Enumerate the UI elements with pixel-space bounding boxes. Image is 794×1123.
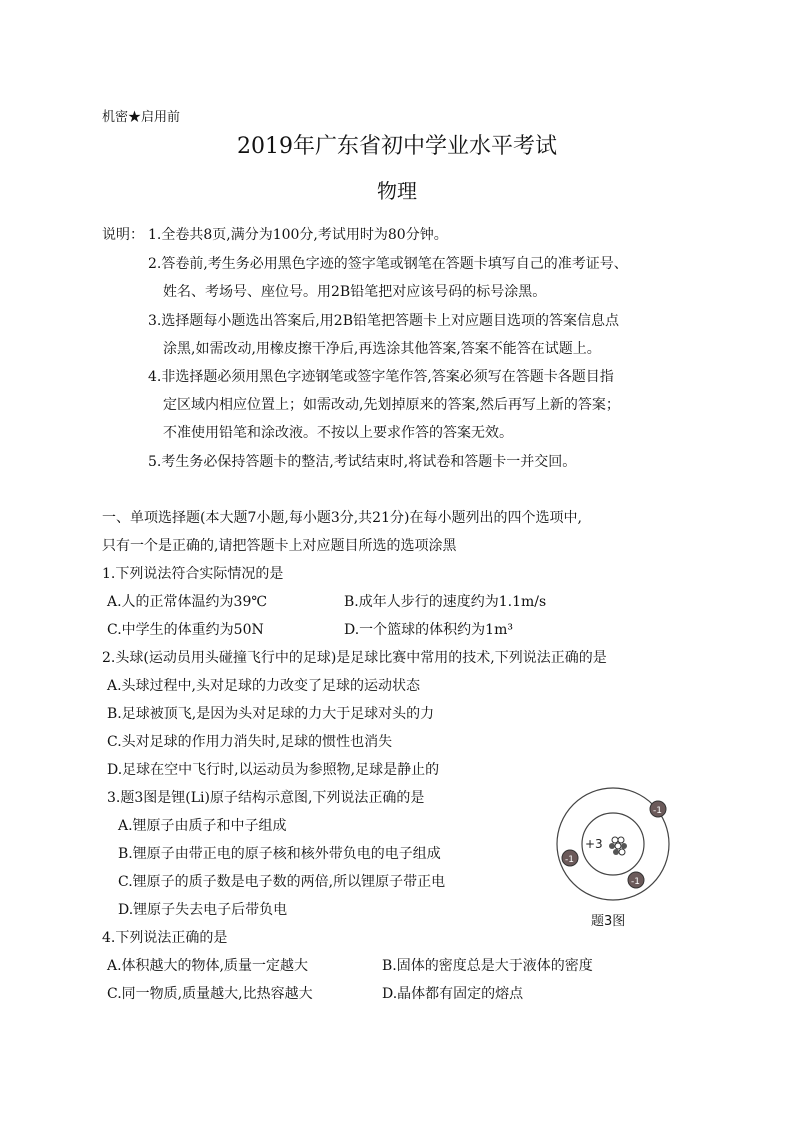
page-title: 2019年广东省初中学业水平考试 bbox=[237, 134, 557, 159]
option-b: B.成年人步行的速度约为1.1m/s bbox=[344, 594, 547, 610]
option-a: A.头球过程中,头对足球的力改变了足球的运动状态 bbox=[107, 678, 421, 694]
section-heading-cont: 只有一个是正确的,请把答题卡上对应题目所选的选项涂黑 bbox=[102, 538, 457, 554]
electron-charge-label: -1 bbox=[653, 806, 662, 816]
electron-bottom-right bbox=[628, 872, 644, 888]
option-d: D.晶体都有固定的熔点 bbox=[382, 986, 524, 1002]
instruction-line: 2.答卷前,考生务必用黑色字迹的签字笔或钢笔在答题卡填写自己的准考证号、 bbox=[148, 256, 628, 272]
nucleus bbox=[609, 837, 627, 855]
instruction-line: 4.非选择题必须用黑色字迹钢笔或签字笔作答,答案必须写在答题卡各题目指 bbox=[148, 369, 614, 385]
subject-title: 物理 bbox=[377, 179, 417, 203]
option-a: A.体积越大的物体,质量一定越大 bbox=[107, 958, 309, 974]
section-heading: 一、单项选择题(本大题7小题,每小题3分,共21分)在每小题列出的四个选项中, bbox=[102, 510, 582, 526]
instruction-line: 5.考生务必保持答题卡的整洁,考试结束时,将试卷和答题卡一并交回。 bbox=[148, 454, 577, 470]
option-b: B.锂原子由带正电的原子核和核外带负电的电子组成 bbox=[118, 846, 441, 862]
option-a: A.人的正常体温约为39℃ bbox=[107, 594, 268, 610]
option-c: C.头对足球的作用力消失时,足球的惯性也消失 bbox=[107, 734, 393, 750]
electron-left bbox=[562, 850, 578, 866]
option-c: C.锂原子的质子数是电子数的两倍,所以锂原子带正电 bbox=[118, 874, 446, 890]
option-c: C.同一物质,质量越大,比热容越大 bbox=[107, 986, 313, 1002]
instruction-line: 姓名、考场号、座位号。用2B铅笔把对应该号码的标号涂黑。 bbox=[163, 284, 547, 300]
electron-charge-label: -1 bbox=[565, 855, 574, 865]
figure-caption: 题3图 bbox=[591, 914, 626, 929]
option-a: A.锂原子由质子和中子组成 bbox=[118, 818, 287, 834]
instruction-line: 1.全卷共8页,满分为100分,考试用时为80分钟。 bbox=[148, 227, 448, 243]
option-d: D.锂原子失去电子后带负电 bbox=[118, 902, 288, 918]
option-d: D.一个篮球的体积约为1m³ bbox=[344, 622, 513, 638]
option-b: B.足球被顶飞,是因为头对足球的力大于足球对头的力 bbox=[107, 706, 435, 722]
instruction-line: 定区域内相应位置上；如需改动,先划掉原来的答案,然后再写上新的答案； bbox=[163, 397, 620, 413]
nucleus-charge-label: +3 bbox=[585, 837, 603, 851]
question-stem: 2.头球(运动员用头碰撞飞行中的足球)是足球比赛中常用的技术,下列说法正确的是 bbox=[102, 650, 607, 666]
option-d: D.足球在空中飞行时,以运动员为参照物,足球是静止的 bbox=[107, 762, 440, 778]
option-b: B.固体的密度总是大于液体的密度 bbox=[382, 958, 593, 974]
electron-top-right bbox=[650, 801, 666, 817]
question-stem: 3.题3图是锂(Li)原子结构示意图,下列说法正确的是 bbox=[107, 790, 425, 806]
instruction-line: 3.选择题每小题选出答案后,用2B铅笔把答题卡上对应题目选项的答案信息点 bbox=[148, 313, 620, 329]
question-stem: 4.下列说法正确的是 bbox=[102, 930, 228, 946]
instruction-line: 不准使用铅笔和涂改液。不按以上要求作答的答案无效。 bbox=[163, 425, 513, 441]
option-c: C.中学生的体重约为50N bbox=[107, 622, 264, 638]
confidential-mark: 机密★启用前 bbox=[102, 110, 181, 125]
instructions-lead: 说明： bbox=[102, 227, 144, 243]
question-stem: 1.下列说法符合实际情况的是 bbox=[102, 566, 284, 582]
electron-charge-label: -1 bbox=[631, 877, 640, 887]
instruction-line: 涂黑,如需改动,用橡皮擦干净后,再选涂其他答案,答案不能答在试题上。 bbox=[163, 341, 601, 357]
